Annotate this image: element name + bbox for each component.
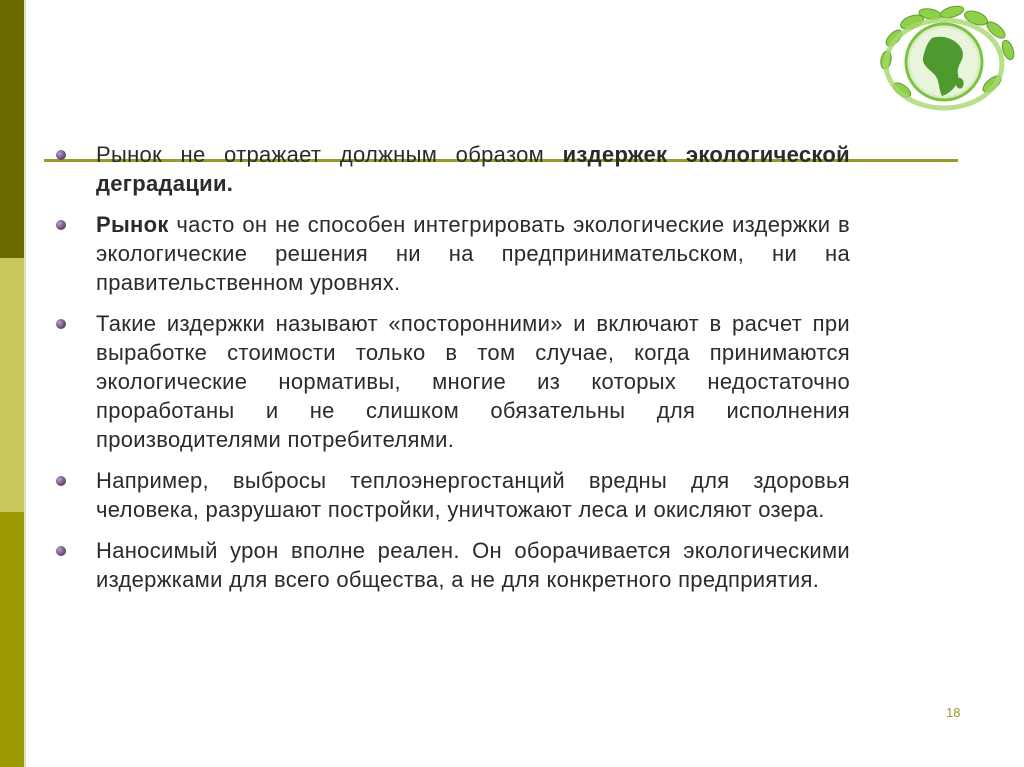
globe-leaves-icon [872,4,1022,114]
bullet-item [56,466,850,524]
side-bar-bottom [0,512,24,767]
slide-content [56,140,850,606]
bullet-icon [56,150,66,160]
bullet-text: Например, выбросы теплоэнергостанций вредны для здоровья человека, разрушают постройки, уничтожают леса и окисляют озера. [96,468,850,522]
side-divider [24,0,26,767]
bullet-item [56,536,850,594]
side-bar-top [0,0,24,258]
bullet-text: Наносимый урон вполне реален. Он оборачивается экологическими издержками для всего общества, а не для конкретного предприятия. [96,538,850,592]
bullet-text-bold: Рынок [96,212,169,237]
page-number: 18 [946,705,961,720]
bullet-text: часто он не способен интегрировать экологические издержки в экологические решения ни на предпринимательском, ни на правительственном уровнях. [96,212,850,295]
bullet-text: Рынок не отражает должным образом [96,142,563,167]
bullet-item [56,309,850,454]
bullet-icon [56,476,66,486]
bullet-icon [56,319,66,329]
bullet-text: Такие издержки называют «посторонними» и включают в расчет при выработке стоимости только в том случае, когда принимаются экологические нормативы, многие из которых недостаточно проработаны и не слишком обязательны для исполнения производителями потребителями. [96,311,850,452]
bullet-item [56,140,850,198]
bullet-item [56,210,850,297]
bullet-icon [56,220,66,230]
bullet-text-bold: издержек экологической деградации. [96,142,850,196]
bullet-icon [56,546,66,556]
side-bar-middle [0,258,24,512]
